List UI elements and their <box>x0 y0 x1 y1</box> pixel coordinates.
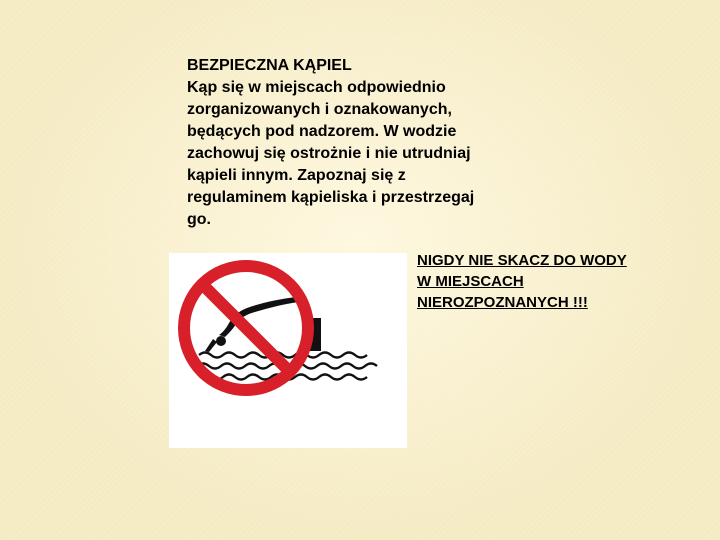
body-line: kąpieli innym. Zapoznaj się z <box>187 167 406 184</box>
slide-title: BEZPIECZNA KĄPIEL <box>187 57 352 74</box>
body-line: zorganizowanych i oznakowanych, <box>187 101 452 118</box>
body-line: zachowuj się ostrożnie i nie utrudniaj <box>187 145 471 162</box>
main-text-block <box>187 55 532 231</box>
body-line: Kąp się w miejscach odpowiednio <box>187 79 446 96</box>
body-line: regulaminem kąpieliska i przestrzegaj <box>187 189 475 206</box>
body-line: będących pod nadzorem. W wodzie <box>187 123 457 140</box>
warning-line: NIGDY NIE SKACZ DO WODY <box>417 252 627 269</box>
warning-text <box>417 250 697 313</box>
no-diving-icon <box>169 253 407 448</box>
warning-line: W MIEJSCACH <box>417 273 524 290</box>
prohibition-slash-icon <box>202 284 290 372</box>
warning-line: NIEROZPOZNANYCH !!! <box>417 294 588 311</box>
no-diving-sign <box>169 253 407 448</box>
body-line: go. <box>187 211 211 228</box>
